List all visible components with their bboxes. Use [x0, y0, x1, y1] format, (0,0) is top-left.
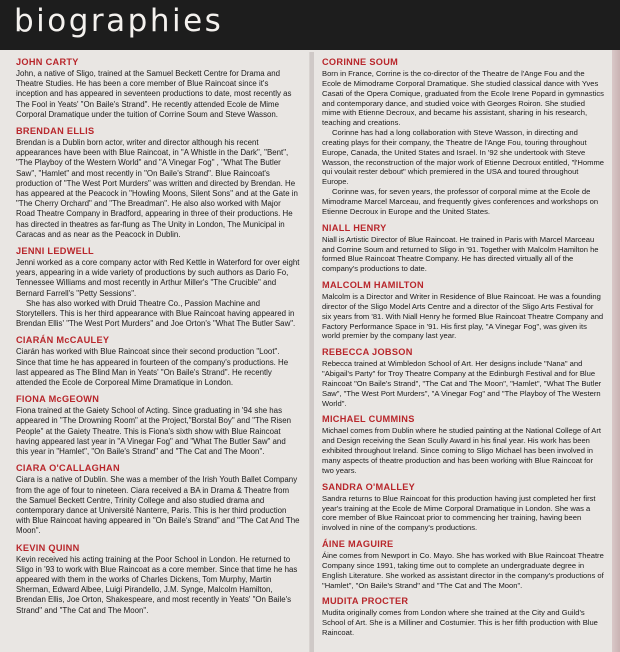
bio-kevin-quinn	[16, 543, 300, 616]
bio-name: REBECCA JOBSON	[322, 347, 413, 358]
bio-mudita-procter	[322, 596, 604, 638]
bio-name: KEVIN QUINN	[16, 542, 80, 553]
bio-jenni-ledwell	[16, 246, 300, 329]
bio-name: FIONA McGEOWN	[16, 394, 100, 405]
header-bar	[0, 0, 620, 50]
bio-name: SANDRA O'MALLEY	[322, 481, 416, 492]
bio-john-carty	[16, 57, 300, 120]
bio-name: CIARÁN McCAULEY	[16, 335, 110, 346]
bio-paragraph: Niall is Artistic Director of Blue Raincoat. He trained in Paris with Marcel Marceau and Corrine Soum and returned to Sligo in '91. Together with Malcolm Hamilton he formed Blue Raincoat Theatre Company. He has directed virtually all of the company's productions to date.	[322, 234, 599, 274]
bio-paragraph: Rebecca trained at Wimbledon School of Art. Her designs include "Nana" and "Abigail's Party" for Troy Theatre Company at the Edinburgh Festival and for Blue Raincoat "On Baile's Strand", "The Cat and The Moon", "Hamlet", "What The Butler Saw", "The West Port Murders", "A Vinegar Fog" and "The Playboy of The Western World".	[322, 359, 602, 408]
bio-paragraph: Kevin received his acting training at the Poor School in London. He returned to Sligo in '93 to work with Blue Raincoat as a core member. Since that time he has appeared with them in the works of Charles Dickens, Tom Murphy, Martin Sherman, Edward Albee, Luigi Pirandello, J.M. Synge, Malcolm Hamilton, Brendan Ellis, Joe Orton, Shakespeare, and most recently in Yeats' "On Baile's Strand" and "The Cat and The Moon".	[16, 554, 298, 615]
bio-aine-maguire	[322, 539, 604, 590]
bio-name: CORINNE SOUM	[322, 57, 399, 67]
bio-ciaran-mccauley	[16, 335, 300, 388]
bio-paragraph: Born in France, Corrine is the co-director of the Theatre de l'Ange Fou and the Ecole de Mimodrame Corporal Dramatique. She studied classical dance with Yves Casati of the Opera Comique, graduated from the Ecole Irene Popard in gymnastics and contemporary dance, and studied voice with Georges Roiron. She studied mime with Etienne Decroux, and became his assistant, sharing in his research, teaching and creations.	[322, 69, 604, 128]
right-column	[322, 57, 604, 644]
left-column	[16, 57, 300, 622]
bio-paragraph: Sandra returns to Blue Raincoat for this production having just completed her first year's training at the Ecole de Mime Corporal Dramatique in London. She was a core member of Blue Raincoat prior to commencing her training, having been involved in nine of the company's productions.	[322, 493, 596, 533]
bio-paragraph: Jenni worked as a core company actor with Red Kettle in Waterford for over eight years, appearing in a wide variety of productions by such authors as Dario Fo, Tennessee Williams and most recently in Arthur Miller's "The Crucible" and Bernard Farrell's "Petty Sessions".	[16, 258, 300, 298]
bio-rebecca-jobson	[322, 347, 604, 408]
bio-paragraph: Corinne has had a long collaboration with Steve Wasson, in directing and creating plays for their company, the Theatre de l'Ange Fou, touring throughout Europe, Canada, the United States and Israel. In '92 she undertook with Steve Wasson, the reconstruction of the major work of Etienne Decroux entitled, "l'Homme qui voulait rester debout" which premiered in the USA and toured throughout Europe.	[322, 128, 605, 187]
bio-paragraph: Corinne was, for seven years, the professor of corporal mime at the Ecole de Mimodrame Marcel Marceau, and frequently gives conferences and workshops on Etienne Decroux in Europe and the United States.	[322, 187, 599, 216]
bio-name: CIARA O'CALLAGHAN	[16, 463, 120, 474]
bio-niall-henry	[322, 223, 604, 274]
bio-paragraph: Michael comes from Dublin where he studied painting at the National College of Art and Design receiving the Sean Scully Award in his final year. His work has been exhibited throughout Ireland. Since coming to Sligo Michael has been involved in many aspects of theatre production and has been working with Blue Raincoat for two years.	[322, 426, 602, 475]
bio-name: MALCOLM HAMILTON	[322, 280, 424, 291]
bio-corinne-soum	[322, 57, 604, 217]
page-title: biographies	[14, 3, 224, 39]
bio-paragraph: Ciara is a native of Dublin. She was a member of the Irish Youth Ballet Company from the age of four to nineteen. Ciara received a BA in Drama & Theatre from the Samuel Beckett Centre, Trinity College and also studied drama and contemporary dance at Université Nanterre, Paris. This is her third production with Blue Raincoat having appeared in "On Baile's Strand" and "The Cat And The Moon".	[16, 475, 300, 536]
bio-malcolm-hamilton	[322, 280, 604, 341]
bio-paragraph: Fiona trained at the Gaiety School of Acting. Since graduating in '94 she has appeared in "The Drowning Room" at the Project,"Borstal Boy" and "The Risen People" at the Gaiety Theatre. This is Fiona's sixth show with Blue Raincoat having appeared last year in "A Vinegar Fog" and "What The Butler Saw" and this year in "Hamlet", "On Baile's Strand" and "The Cat and The Moon".	[16, 406, 291, 457]
column-divider	[309, 52, 314, 652]
bio-name: NIALL HENRY	[322, 222, 387, 233]
bio-paragraph: Malcolm is a Director and Writer in Residence of Blue Raincoat. He was a founding director of the Sligo Model Arts Centre and a director of the Sligo Arts Festival for six years from '81. With Niall Henry he formed Blue Raincoat Theatre Company and Factory Performance Space in '91. His first play, "A Vinegar Fog", was given its world premier by the company last year.	[322, 292, 604, 341]
bio-paragraph: Ciarán has worked with Blue Raincoat since their second production "Loot". Since that time he has appeared in fourteen of the company's productions. He last appeared as The Blind Man in Yeats' "On Baile's Strand". He recently attended the Ecole de Corporeal Mime Dramatique in London.	[16, 347, 289, 388]
bio-paragraph: She has also worked with Druid Theatre Co., Passion Machine and Storytellers. This is her third appearance with Blue Raincoat having appeared in Brendan Ellis' "The West Port Murders" and Joe Orton's "What The Butler Saw".	[16, 298, 296, 329]
bio-michael-cummins	[322, 414, 604, 475]
bio-ciara-o-callaghan	[16, 463, 300, 536]
bio-name: ÁINE MAGUIRE	[322, 539, 394, 550]
bio-paragraph: Brendan is a Dublin born actor, writer and director although his recent appearances have been with Blue Raincoat, in "A Whistle in the Dark", "Bent", "The Playboy of the Western World" and "A Vinegar Fog" , "What The Butler Saw", "Hamlet" and most recently in "On Baile's Strand". Blue Raincoat's production of "The West Port Murders" was written and directed by Brendan. He has appeared at the Peacock in "Howling Moons, Silent Sons" and at the Gate in "The Cherry Orchard" and "The Breadman". He also also worked with Major Road Theatre Company in Bradford, appearing in three of their productions. He has directed in theatres as far-flung as The Unity in London, The Municipal in Caracas and as near as the Peacock in Dublin.	[16, 138, 298, 239]
bio-name: MUDITA PROCTER	[322, 596, 409, 607]
bio-paragraph: Áine comes from Newport in Co. Mayo. She has worked with Blue Raincoat Theatre Company since 1991, taking time out to complete an undergraduate degree in English Literature. She worked as assistant director in the company's productions of "Hamlet", "On Baile's Strand" and "The Cat and The Moon".	[322, 551, 604, 590]
page-edge-strip	[612, 50, 620, 652]
bio-name: MICHAEL CUMMINS	[322, 414, 415, 425]
bio-sandra-o-malley	[322, 482, 604, 533]
bio-paragraph: Mudita originally comes from London where she trained at the City and Guild's School of Art. She is a Milliner and Costumier. This is her fifth production with Blue Raincoat.	[322, 608, 598, 638]
bio-name: JOHN CARTY	[16, 57, 79, 67]
bio-fiona-mcgeown	[16, 394, 300, 457]
bio-name: JENNI LEDWELL	[16, 246, 94, 257]
bio-name: BRENDAN ELLIS	[16, 126, 95, 137]
bio-brendan-ellis	[16, 126, 300, 240]
bio-paragraph: John, a native of Sligo, trained at the Samuel Beckett Centre for Drama and Theatre Studies. He has been a core member of Blue Raincoat since it's inception and has appeared in seventeen productions to date, most recently as The Fool in Yeats' "On Baile's Strand". He recently attended Ecole de Mime Corporal Dramatique under the tuition of Corrine Soum and Steve Wasson.	[16, 69, 292, 119]
